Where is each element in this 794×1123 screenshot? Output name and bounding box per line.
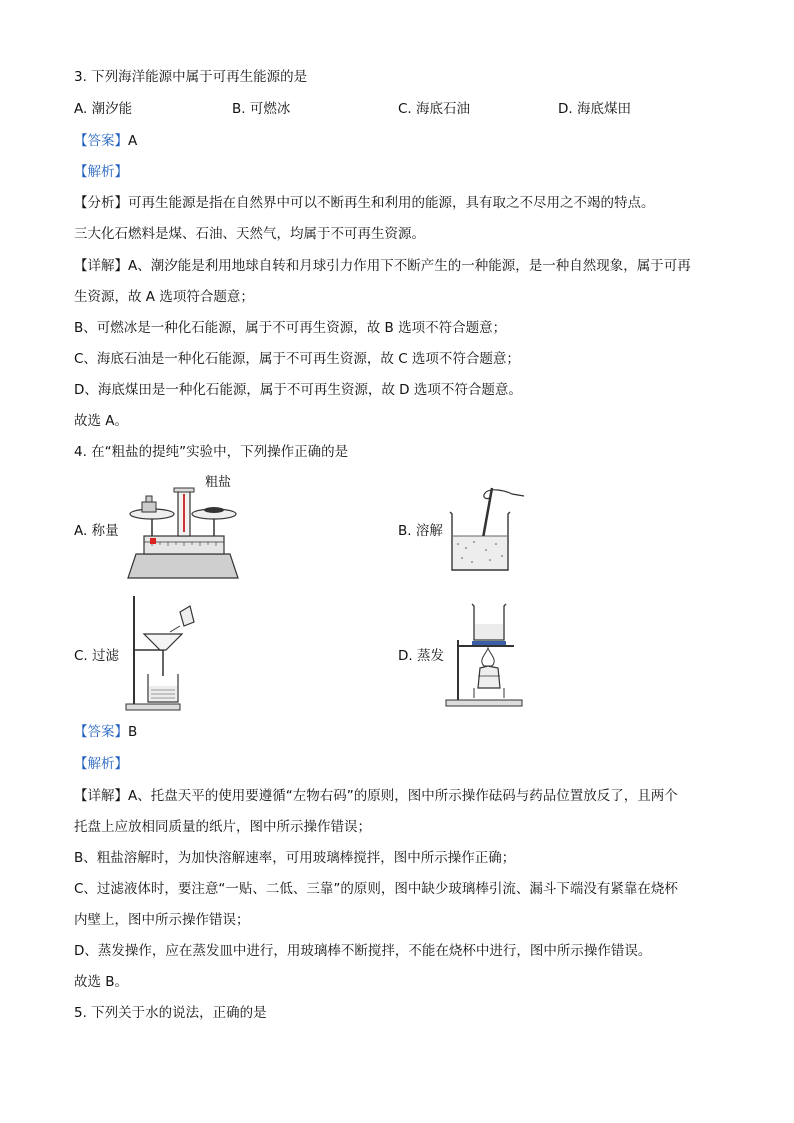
q4-stem: 4. 在“粗盐的提纯”实验中，下列操作正确的是 — [74, 444, 349, 460]
q3-fenxi2: 三大化石燃料是煤、石油、天然气，均属于不可再生资源。 — [74, 226, 425, 242]
q4-detail-b: B、粗盐溶解时，为加快溶解速率，可用玻璃棒搅拌，图中所示操作正确； — [74, 850, 516, 866]
answer-value: B — [128, 724, 138, 740]
q3-answer — [74, 132, 137, 150]
detail-tag: 【详解】 — [74, 788, 128, 804]
q3-option-b: B. 可燃冰 — [232, 101, 291, 117]
q3-analysis-tag: 【解析】 — [74, 164, 128, 180]
evaporation-figure — [444, 600, 526, 708]
q4-option-c: C. 过滤 — [74, 648, 120, 664]
filtration-figure — [124, 592, 196, 712]
detail-text: A、潮汐能是利用地球自转和月球引力作用下不断产生的一种能源，是一种自然现象，属于可再 — [128, 258, 691, 274]
q5-stem: 5. 下列关于水的说法，正确的是 — [74, 1005, 267, 1021]
q4-detail-a1 — [74, 787, 678, 805]
q4-detail-c1: C、过滤液体时，要注意“一贴、二低、三靠”的原则，图中缺少玻璃棒引流、漏斗下端没有紧靠在烧杯 — [74, 881, 678, 897]
q4-conclusion: 故选 B。 — [74, 974, 129, 990]
q3-fenxi — [74, 194, 655, 212]
answer-value: A — [128, 133, 138, 149]
q4-detail-a2: 托盘上应放相同质量的纸片，图中所示操作错误； — [74, 819, 371, 835]
salt-label: 粗盐 — [205, 475, 232, 490]
q3-detail-a2: 生资源，故 A 选项符合题意； — [74, 289, 254, 305]
q4-detail-d: D、蒸发操作，应在蒸发皿中进行，用玻璃棒不断搅拌，不能在烧杯中进行，图中所示操作错误。 — [74, 943, 652, 959]
q3-option-c: C. 海底石油 — [398, 101, 471, 117]
q4-option-a: A. 称量 — [74, 523, 119, 539]
fenxi-text: 可再生能源是指在自然界中可以不断再生和利用的能源，具有取之不尽用之不竭的特点。 — [128, 195, 655, 211]
q4-detail-c2: 内壁上，图中所示操作错误； — [74, 912, 250, 928]
fenxi-tag: 【分析】 — [74, 195, 128, 211]
q4-answer — [74, 723, 137, 741]
q3-option-d: D. 海底煤田 — [558, 101, 631, 117]
dissolve-figure — [446, 486, 530, 576]
q3-detail-d: D、海底煤田是一种化石能源，属于不可再生资源，故 D 选项不符合题意。 — [74, 382, 522, 398]
answer-tag: 【答案】 — [74, 133, 128, 149]
q4-analysis-tag: 【解析】 — [74, 756, 128, 772]
q3-detail-a1 — [74, 257, 691, 275]
q3-detail-c: C、海底石油是一种化石能源，属于不可再生资源，故 C 选项不符合题意； — [74, 351, 520, 367]
detail-text: A、托盘天平的使用要遵循“左物右码”的原则，图中所示操作砝码与药品位置放反了，且两个 — [128, 788, 678, 804]
q3-option-a: A. 潮汐能 — [74, 101, 133, 117]
q3-conclusion: 故选 A。 — [74, 413, 129, 429]
q4-option-b: B. 溶解 — [398, 523, 443, 539]
answer-tag: 【答案】 — [74, 724, 128, 740]
detail-tag: 【详解】 — [74, 258, 128, 274]
q3-stem: 3. 下列海洋能源中属于可再生能源的是 — [74, 69, 308, 85]
q4-option-d: D. 蒸发 — [398, 648, 444, 664]
q3-detail-b: B、可燃冰是一种化石能源，属于不可再生资源，故 B 选项不符合题意； — [74, 320, 507, 336]
